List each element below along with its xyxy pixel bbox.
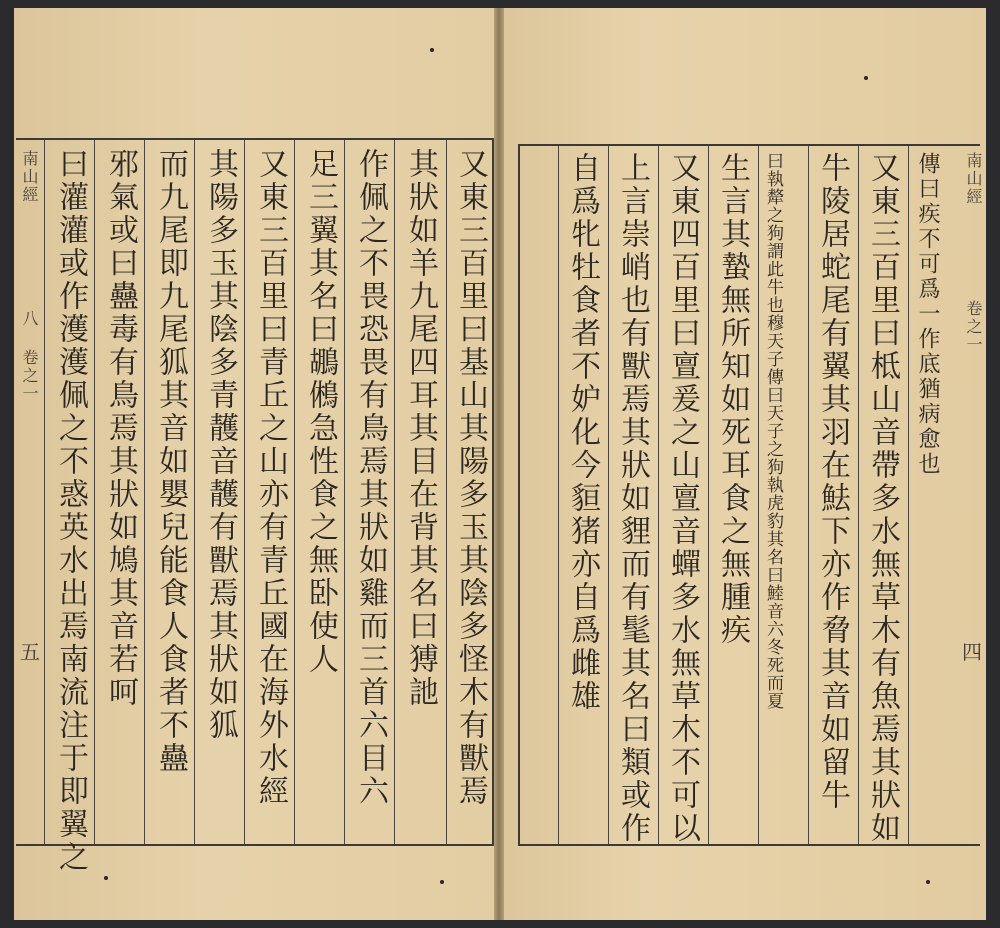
column-rule [294,140,295,844]
right-margin-title: 南山經 [964,152,983,206]
left-margin-volume: 八 卷之一 [20,310,39,403]
text-column: 其狀如羊九尾四耳其目在背其名曰猼訑 [403,148,438,709]
text-column: 傳曰疾不可爲一作底猶病愈也 [915,152,940,477]
column-rule [758,146,759,844]
ink-dot [864,76,868,80]
column-rule [144,140,145,844]
column-rule [808,146,809,844]
text-column: 邪氣或曰蠱毒有鳥焉其狀如鳩其音若呵 [103,148,138,709]
column-rule [558,146,559,844]
ink-dot [926,880,930,884]
column-rule [708,146,709,844]
left-page-number: 五 [20,640,40,664]
book-spine [494,8,504,920]
column-rule [344,140,345,844]
column-rule [194,140,195,844]
column-rule [394,140,395,844]
text-column: 又東三百里曰柢山音帶多水無草木有魚焉其狀如 [865,152,900,845]
ink-dot [104,876,108,880]
text-column: 自爲牝牡食者不妒化今貆猪亦自爲雌雄 [565,152,600,713]
ink-dot [440,880,444,884]
column-rule [658,146,659,844]
text-column: 曰執犛之狗謂此牛也穆天子傳曰天子之狗執虎豹其名曰鯥音六冬死而夏 [763,152,783,710]
column-rule [908,146,909,844]
text-column: 生言其蟄無所知如死耳食之無腫疾 [715,152,750,647]
text-column: 又東三百里曰基山其陽多玉其陰多怪木有獸焉 [453,148,488,808]
text-column: 曰灌灌或作濩濩佩之不惑英水出焉南流注于即翼之 [53,148,88,874]
column-rule [94,140,95,844]
text-column: 足三翼其名曰鶘鵂急性食之無卧使人 [303,148,338,676]
text-column: 其陽多玉其陰多青䨼音䨼有獸焉其狀如狐 [203,148,238,742]
text-column: 牛陵居蛇尾有翼其羽在魼下亦作脅其音如留牛 [815,152,850,812]
text-column: 上言崇峭也有獸焉其狀如貍而有髦其名曰類或作 [615,152,650,845]
text-column: 又東三百里曰青丘之山亦有青丘國在海外水經 [253,148,288,808]
right-margin-volume: 卷之一 [964,300,983,354]
text-column: 而九尾即九尾狐其音如嬰兒能食人食者不蠱 [153,148,188,775]
text-column: 作佩之不畏恐畏有鳥焉其狀如雞而三首六目六 [353,148,388,808]
column-rule [608,146,609,844]
text-column: 又東四百里曰亶爰之山亶音蟬多水無草木不可以 [665,152,700,845]
column-rule [446,140,447,844]
column-rule [858,146,859,844]
ink-dot [430,48,434,52]
left-margin-title: 南山經 [20,150,39,204]
column-rule [244,140,245,844]
column-rule [44,140,45,844]
right-page-number: 四 [962,640,982,664]
